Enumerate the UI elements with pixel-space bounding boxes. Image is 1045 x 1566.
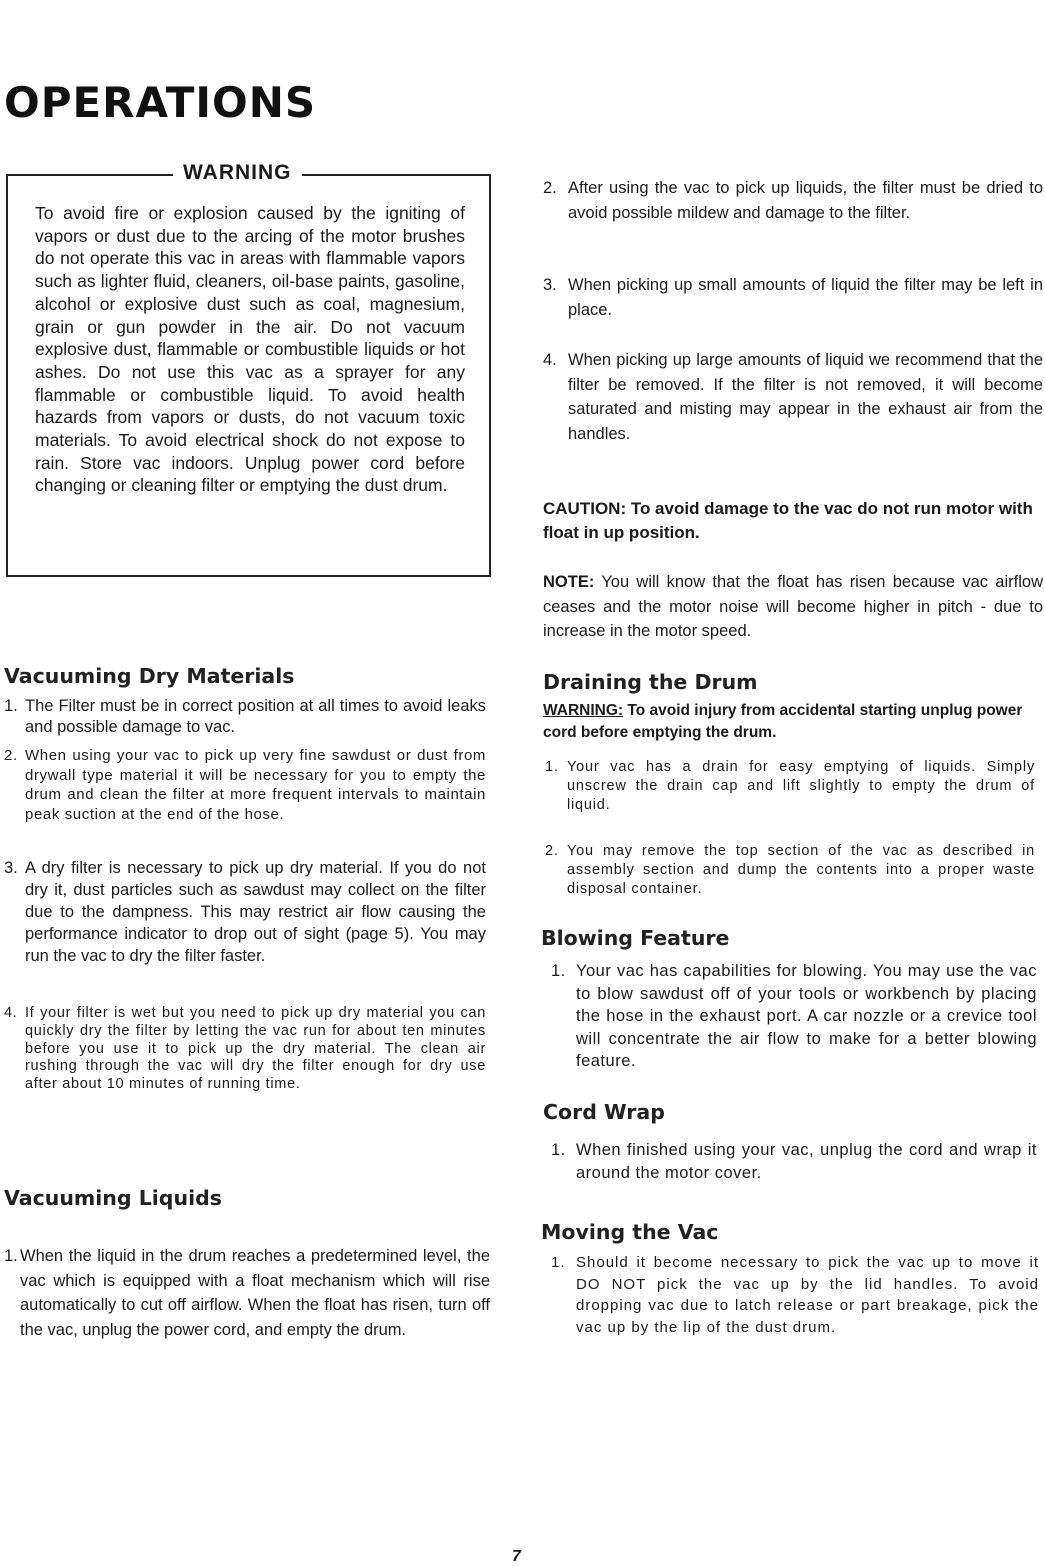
item-number: 2. — [543, 179, 557, 197]
list-item — [551, 1139, 1037, 1184]
list-item — [4, 1005, 486, 1094]
list-item — [4, 746, 486, 824]
list-item — [4, 696, 486, 738]
item-number: 4. — [4, 1005, 18, 1021]
list-item — [4, 857, 486, 967]
item-number: 4. — [543, 351, 557, 369]
list-item — [551, 1252, 1039, 1338]
list-item — [543, 273, 1043, 322]
item-number: 1. — [545, 759, 559, 775]
draining-warning — [543, 700, 1043, 744]
list-item — [545, 842, 1035, 899]
item-number: 1. — [4, 697, 18, 715]
dry-materials-section — [4, 664, 484, 688]
item-number: 1. — [551, 1254, 566, 1271]
page-number: 7 — [512, 1548, 521, 1565]
warning-title: WARNING — [173, 161, 302, 185]
item-text: When using your vac to pick up very fine sawdust or dust from drywall type material it will be necessary for you to empty the drum and clean the filter at more frequent intervals to maintain peak suction at the end of the hose. — [25, 747, 486, 823]
list-item — [551, 960, 1037, 1073]
warning-body: To avoid injury from accidental starting unplug power cord before emptying the drum. — [543, 702, 1023, 741]
section-heading: Draining the Drum — [543, 670, 758, 694]
section-heading: Vacuuming Dry Materials — [4, 664, 295, 688]
note-text — [543, 570, 1043, 644]
item-number: 1. — [4, 1247, 18, 1265]
moving-section — [541, 1220, 1041, 1244]
item-number: 1. — [551, 1141, 566, 1159]
section-heading: Cord Wrap — [543, 1100, 665, 1124]
page-title: OPERATIONS — [4, 78, 317, 127]
warning-text: To avoid fire or explosion caused by the igniting of vapors or dust due to the arcing of the motor brushes do not operate this vac in areas with flammable vapors such as lighter fluid, cleaners, oil-base paints, gasoline, alcohol or explosive dust such as coal, magnesium, grain or gun powder in the air. Do not vacuum explosive dust, flammable or combustible liquids or hot ashes. Do not use this vac as a sprayer for any flammable or combustible liquid. To avoid health hazards from vapors or dusts, do not vacuum toxic materials. To avoid electrical shock do not expose to rain. Store vac indoors. Unplug power cord before changing or cleaning filter or emptying the dust drum. — [35, 203, 465, 496]
blowing-section — [541, 926, 1041, 950]
note-body: You will know that the float has risen because vac airflow ceases and the motor noise will become higher in pitch - due to increase in the motor speed. — [543, 573, 1043, 640]
draining-section — [543, 670, 1043, 694]
item-text: When finished using your vac, unplug the cord and wrap it around the motor cover. — [576, 1141, 1037, 1182]
item-text: After using the vac to pick up liquids, the filter must be dried to avoid possible mildew and damage to the filter. — [568, 179, 1043, 222]
liquids-section — [4, 1186, 484, 1210]
item-text: When picking up small amounts of liquid the filter may be left in place. — [568, 276, 1043, 319]
list-item — [545, 758, 1035, 815]
section-heading: Blowing Feature — [541, 926, 730, 950]
item-text: Your vac has capabilities for blowing. You may use the vac to blow sawdust off of your tools or workbench by placing the hose in the exhaust port. A car nozzle or a crevice tool will concentrate the air flow to make for a better blowing feature. — [576, 962, 1037, 1070]
item-number: 2. — [545, 843, 559, 859]
item-number: 2. — [4, 747, 18, 764]
section-heading: Vacuuming Liquids — [4, 1186, 222, 1210]
warning-label: WARNING: — [543, 702, 624, 719]
item-text: When picking up large amounts of liquid we recommend that the filter be removed. If the filter is not removed, it will become saturated and misting may appear in the exhaust air from the handles. — [568, 351, 1043, 443]
list-item — [4, 1244, 490, 1342]
cord-wrap-section — [543, 1100, 1043, 1124]
item-text: Your vac has a drain for easy emptying of liquids. Simply unscrew the drain cap and lift slightly to empty the drum of liquid. — [567, 759, 1035, 813]
list-item — [543, 176, 1043, 225]
item-text: You may remove the top section of the vac as described in assembly section and dump the contents into a proper waste disposal container. — [567, 843, 1035, 897]
item-number: 1. — [551, 962, 566, 980]
item-text: When the liquid in the drum reaches a predetermined level, the vac which is equipped with a float mechanism which will rise automatically to cut off airflow. When the float has risen, turn off the vac, unplug the power cord, and empty the drum. — [20, 1247, 490, 1339]
warning-box — [6, 161, 491, 577]
item-number: 3. — [4, 859, 18, 877]
item-text: A dry filter is necessary to pick up dry material. If you do not dry it, dust particles such as sawdust may collect on the filter due to the dampness. This may restrict air flow causing the performance indicator to drop out of sight (page 5). You may run the vac to dry the filter faster. — [25, 859, 486, 965]
caution-label: CAUTION: To avoid damage to the vac do not run motor with float in up position. — [543, 499, 1033, 542]
list-item — [543, 348, 1043, 446]
section-heading: Moving the Vac — [541, 1220, 719, 1244]
item-text: If your filter is wet but you need to pick up dry material you can quickly dry the filter by letting the vac run for about ten minutes before you use it to pick up the dry material. The clean air rushing through the vac will dry the filter enough for dry use after about 10 minutes of running time. — [25, 1005, 486, 1093]
item-text: The Filter must be in correct position at all times to avoid leaks and possible damage to vac. — [25, 697, 486, 736]
note-label: NOTE: — [543, 573, 595, 591]
item-number: 3. — [543, 276, 557, 294]
caution-text — [543, 497, 1043, 545]
item-text: Should it become necessary to pick the vac up to move it DO NOT pick the vac up by the lid handles. To avoid dropping vac due to latch release or part breakage, pick the vac up by the lip of the dust drum. — [576, 1254, 1039, 1336]
